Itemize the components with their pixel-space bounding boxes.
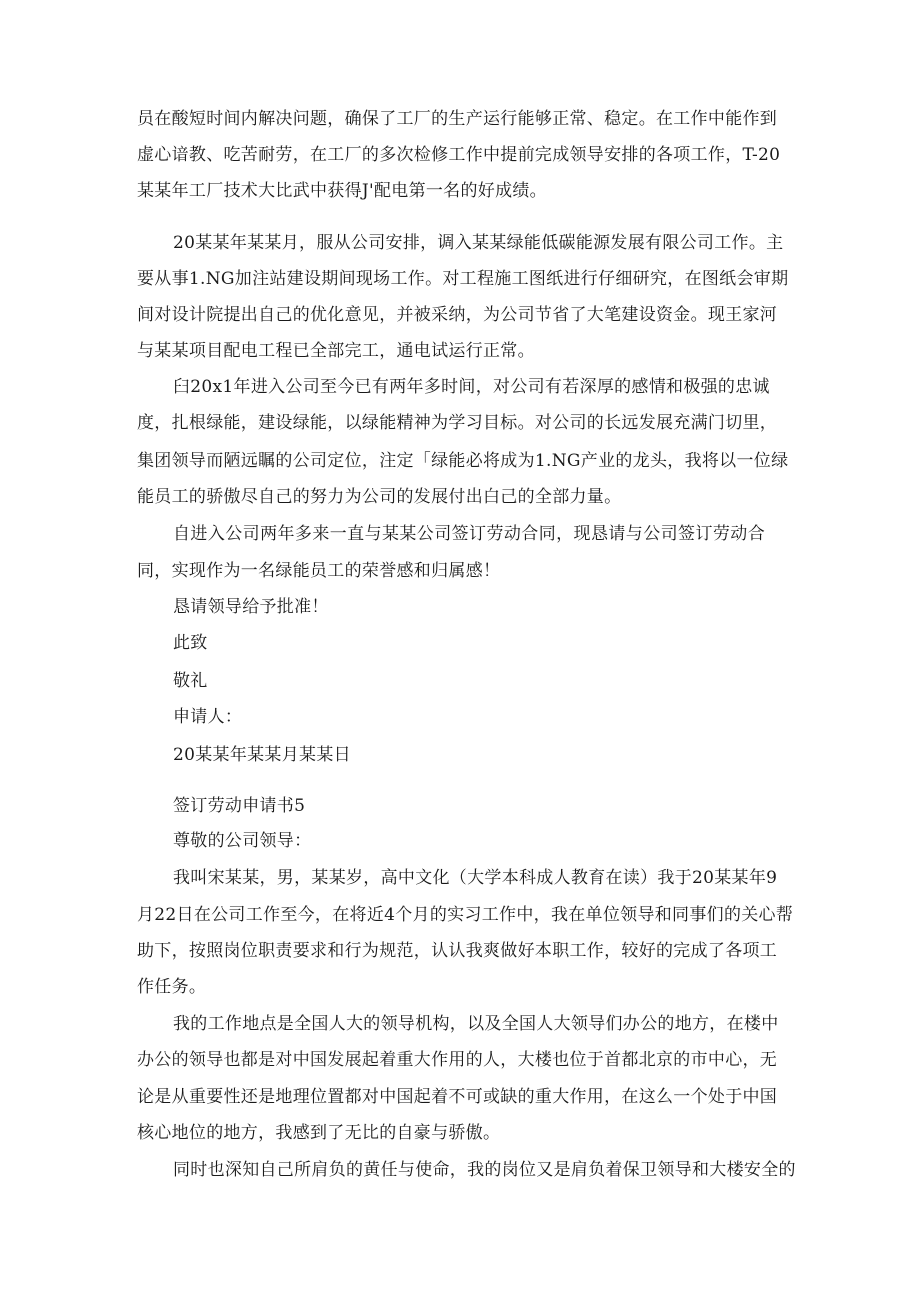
body-text-line: 要从事1.NG加注站建设期间现场工作。对工程施工图纸进行仔细研究，在图纸会审期 (137, 269, 789, 289)
body-text-line: 度，扎根绿能，建设绿能，以绿能精神为学习目标。对公司的长远发展充满门切里， (137, 413, 778, 433)
date-line: 20某某年某某月某某日 (173, 745, 351, 765)
body-text-line: 能员工的骄傲尽自己的努力为公司的发展付出白己的全部力量。 (137, 487, 622, 507)
closing-request: 恳请领导给予批准！ (173, 597, 329, 617)
body-text-line: 同时也深知自己所肩负的黄任与使命，我的岗位又是肩负着保卫领导和大楼安全的 (173, 1160, 796, 1180)
body-text-line: 员在酸短时间内解决问题，确保了工厂的生产运行能够正常、稳定。在工作中能作到 (137, 109, 778, 129)
body-text-line: 臼20x1年进入公司至今已有两年多时间，对公司有若深厚的感情和极强的忠诚 (173, 377, 770, 397)
salutation-cizhi: 此致 (173, 633, 208, 653)
body-text-line: 作任务。 (137, 977, 207, 997)
body-text-line: 间对设计院提出自己的优化意见，并被采纳，为公司节省了大笔建设资金。现王家河 (137, 305, 778, 325)
section-title: 签订劳动申请书5 (173, 796, 306, 816)
body-text-line: 我的工作地点是全国人大的领导机构，以及全国人大领导们办公的地方，在楼中 (173, 1014, 779, 1034)
body-text-line: 与某某项目配电工程已全部完工，通电试运行正常。 (137, 341, 535, 361)
letter-greeting: 尊敬的公司领导： (173, 831, 312, 851)
body-text-line: 办公的领导也都是对中国发展起着重大作用的人，大楼也位于首都北京的市中心，无 (137, 1050, 778, 1070)
body-text-line: 某某年工厂技术大比武中获得J'配电第一名的好成绩。 (137, 181, 547, 201)
body-text-line: 自进入公司两年多来一直与某某公司签订劳动合同，现恳请与公司签订劳动合 (173, 524, 765, 544)
body-text-line: 论是从重要性还是地理位置都对中国起着不可或缺的重大作用，在这么一个处于中国 (137, 1087, 778, 1107)
applicant-label: 申请人： (173, 707, 243, 727)
body-text-line: 20某某年某某月，服从公司安排，调入某某绿能低碳能源发展有限公司工作。主 (173, 233, 784, 253)
body-text-line: 助下，按照岗位职责要求和行为规范，认认我爽做好本职工作，较好的完成了各项工 (137, 941, 778, 961)
body-text-line: 核心地位的地方，我感到了无比的自豪与骄傲。 (137, 1123, 501, 1143)
body-text-line: 集团领导而陋远瞩的公司定位，注定「绿能必将成为1.NG产业的龙头，我将以一位绿 (137, 451, 789, 471)
body-text-line: 同，实现作为一名绿能员工的荣誉感和归属感！ (137, 561, 501, 581)
body-text-line: 虚心谙教、吃苦耐劳，在工厂的多次检修工作中提前完成领导安排的各项工作，T-20 (137, 145, 781, 165)
body-text-line: 月22日在公司工作至今，在将近4个月的实习工作中，我在单位领导和同事们的关心帮 (137, 905, 794, 925)
body-text-line: 我叫宋某某，男，某某岁，高中文化（大学本科成人教育在读）我于20某某年9 (173, 868, 778, 888)
salutation-jingli: 敬礼 (173, 671, 208, 691)
